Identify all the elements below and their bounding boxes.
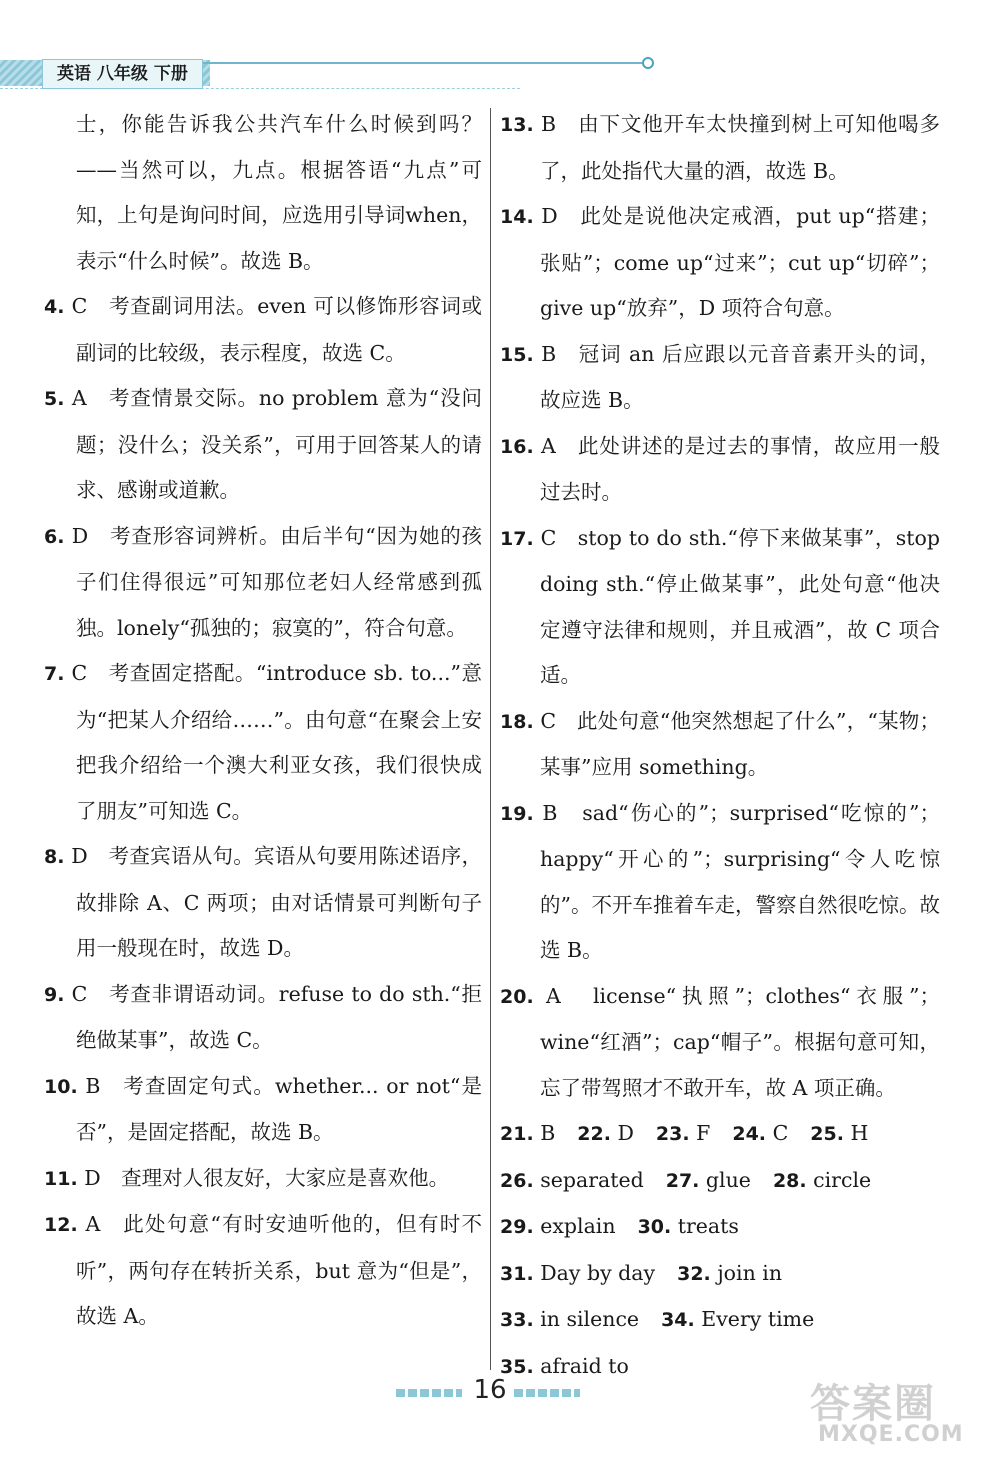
answer-row	[500, 1111, 940, 1158]
item-number: 9.	[44, 983, 65, 1006]
item-text: C 此处句意“他突然想起了什么”，“某物；某事”应用 something。	[540, 708, 940, 779]
answer-entry	[666, 1168, 751, 1192]
item-number: 29.	[500, 1216, 534, 1238]
item-number: 20.	[500, 985, 534, 1008]
answer-item	[500, 194, 940, 332]
item-text: B 考查固定句式。whether... or not“是否”，是固定搭配，故选 B。	[76, 1073, 482, 1144]
item-number: 34.	[661, 1309, 695, 1331]
answer-item	[44, 834, 482, 972]
item-text: B 由下文他开车太快撞到树上可知他喝多了，此处指代大量的酒，故选 B。	[540, 112, 940, 183]
item-text: B 冠词 an 后应跟以元音音素开头的词，故应选 B。	[540, 341, 940, 412]
answer-entry	[638, 1214, 739, 1238]
item-text: A 考查情景交际。no problem 意为“没问题；没什么；没关系”，可用于回答某人的请求、感谢或道歉。	[71, 386, 482, 502]
item-number: 6.	[44, 525, 65, 548]
answer-entry	[500, 1168, 644, 1192]
item-number: 4.	[44, 296, 65, 318]
answer-entry	[810, 1121, 868, 1145]
header-dot-icon	[642, 57, 654, 69]
item-number: 15.	[500, 343, 534, 366]
item-number: 28.	[772, 1169, 807, 1192]
item-number: 32.	[677, 1262, 711, 1285]
item-number: 13.	[500, 114, 534, 136]
answer-item	[44, 376, 482, 514]
answer-value: D	[617, 1121, 634, 1145]
answer-item	[44, 972, 482, 1064]
answer-item	[44, 651, 482, 834]
item-number: 12.	[44, 1214, 78, 1236]
item-number: 7.	[44, 663, 65, 685]
item-number: 18.	[500, 710, 534, 733]
watermark-site: MXQE.COM	[818, 1422, 964, 1447]
answer-entry	[500, 1261, 655, 1285]
answer-row	[500, 1297, 940, 1344]
answer-entry	[500, 1121, 555, 1145]
book-title: 英语 八年级 下册	[42, 59, 203, 89]
footer-decoration-right	[514, 1389, 580, 1397]
answer-item	[500, 102, 940, 194]
answer-item	[500, 699, 940, 791]
answer-item	[500, 516, 940, 699]
item-text: A 此处句意“有时安迪听他的，但有时不听”，两句存在转折关系，but 意为“但是”，故选 A。	[76, 1212, 482, 1328]
item-number: 19.	[500, 802, 534, 825]
answer-entry	[577, 1121, 634, 1145]
item-number: 14.	[500, 206, 534, 228]
answer-entry	[677, 1261, 782, 1285]
answer-list	[500, 1111, 940, 1390]
item-text: C stop to do sth.“停下来做某事”，stop doing sth.“停止做某事”，此处句意“他决定遵守法律和规则，并且戒酒”，故 C 项合适。	[540, 525, 940, 687]
answer-entry	[500, 1307, 639, 1331]
right-column	[500, 102, 940, 1390]
item-number: 31.	[500, 1262, 534, 1285]
answer-value: circle	[813, 1167, 872, 1192]
answer-item	[44, 1202, 482, 1340]
answer-item	[500, 974, 940, 1112]
answer-entry	[500, 1354, 629, 1378]
item-number: 8.	[44, 846, 65, 868]
answer-value: separated	[540, 1167, 644, 1192]
watermark	[800, 1372, 990, 1452]
answer-item	[44, 1064, 482, 1156]
answer-row	[500, 1204, 940, 1251]
answer-value: afraid to	[540, 1353, 629, 1378]
item-number: 5.	[44, 388, 65, 410]
item-number: 30.	[637, 1216, 672, 1238]
answer-row	[500, 1251, 940, 1298]
answer-entry	[661, 1307, 814, 1331]
answer-value: join in	[717, 1260, 783, 1285]
answer-item	[500, 424, 940, 516]
page-header	[0, 52, 660, 92]
answer-value: in silence	[540, 1307, 640, 1331]
item-number: 10.	[44, 1075, 78, 1098]
item-number: 16.	[500, 435, 534, 458]
answer-item	[44, 514, 482, 652]
item-text: C 考查非谓语动词。refuse to do sth.“拒绝做某事”，故选 C。	[71, 981, 482, 1052]
answer-entry	[500, 1214, 616, 1238]
item-text: D 考查形容词辨析。由后半句“因为她的孩子们住得很远”可知那位老妇人经常感到孤独。lonely“孤独的；寂寞的”，符合句意。	[71, 523, 482, 640]
answer-value: B	[540, 1121, 556, 1145]
answer-item	[500, 791, 940, 974]
column-divider	[490, 108, 491, 1370]
answer-value: treats	[677, 1214, 739, 1238]
answer-row	[500, 1158, 940, 1205]
answer-entry	[773, 1168, 871, 1192]
left-column	[44, 102, 482, 1340]
answer-value: Day by day	[540, 1260, 656, 1285]
watermark-logo: 答案圈	[810, 1381, 936, 1427]
answer-value: H	[850, 1121, 869, 1145]
page-number: 16	[473, 1375, 507, 1405]
answer-value: F	[696, 1121, 711, 1145]
answer-entry	[656, 1121, 710, 1145]
item-number: 24.	[732, 1123, 767, 1145]
item-number: 35.	[500, 1355, 534, 1378]
item-number: 27.	[665, 1169, 700, 1192]
item-text: A 此处讲述的是过去的事情，故应用一般过去时。	[540, 433, 940, 504]
answer-item	[44, 1156, 482, 1203]
item-text: 士，你能告诉我公共汽车什么时候到吗？——当然可以，九点。根据答语“九点”可知，上句是询问时间，应选用引导词when，表示“什么时候”。故选 B。	[76, 112, 482, 273]
item-number: 26.	[500, 1169, 534, 1192]
answer-value: C	[772, 1121, 789, 1145]
item-number: 11.	[44, 1167, 78, 1190]
item-text: D 此处是说他决定戒酒，put up“搭建；张贴”；come up“过来”；cut up“切碎”；give up“放弃”，D 项符合句意。	[540, 204, 940, 320]
item-text: C 考查副词用法。even 可以修饰形容词或副词的比较级，表示程度，故选 C。	[71, 294, 482, 365]
item-number: 22.	[577, 1123, 611, 1145]
answer-value: explain	[540, 1214, 616, 1238]
item-text: B sad“伤心的”；surprised“吃惊的”；happy“开心的”；surprising“令人吃惊的”。不开车推着车走，警察自然很吃惊。故选 B。	[540, 800, 940, 962]
item-number: 17.	[500, 527, 534, 550]
footer-decoration-left	[396, 1389, 462, 1397]
answer-item	[500, 332, 940, 424]
answer-entry	[732, 1121, 788, 1145]
item-text: D 考查宾语从句。宾语从句要用陈述语序，故排除 A、C 两项；由对话情景可判断句子用一般现在时，故选 D。	[71, 844, 482, 960]
answer-item	[44, 102, 482, 284]
item-number: 33.	[500, 1309, 534, 1331]
right-items	[500, 102, 940, 1111]
answer-value: glue	[705, 1167, 751, 1192]
header-rule	[200, 62, 644, 64]
item-number: 23.	[655, 1123, 690, 1145]
item-number: 25.	[810, 1123, 844, 1145]
item-number: 21.	[500, 1123, 534, 1145]
answer-value: Every time	[701, 1307, 815, 1331]
item-text: C 考查固定搭配。“introduce sb. to...”意为“把某人介绍给……”。由句意“在聚会上安把我介绍给一个澳大利亚女孩，我们很快成了朋友”可知选 C。	[71, 661, 482, 823]
answer-item	[44, 284, 482, 376]
item-text: A license“执照”；clothes“衣服”；wine“红酒”；cap“帽子”。根据句意可知，忘了带驾照才不敢开车，故 A 项正确。	[540, 983, 940, 1100]
item-text: D 查理对人很友好，大家应是喜欢他。	[84, 1165, 450, 1190]
